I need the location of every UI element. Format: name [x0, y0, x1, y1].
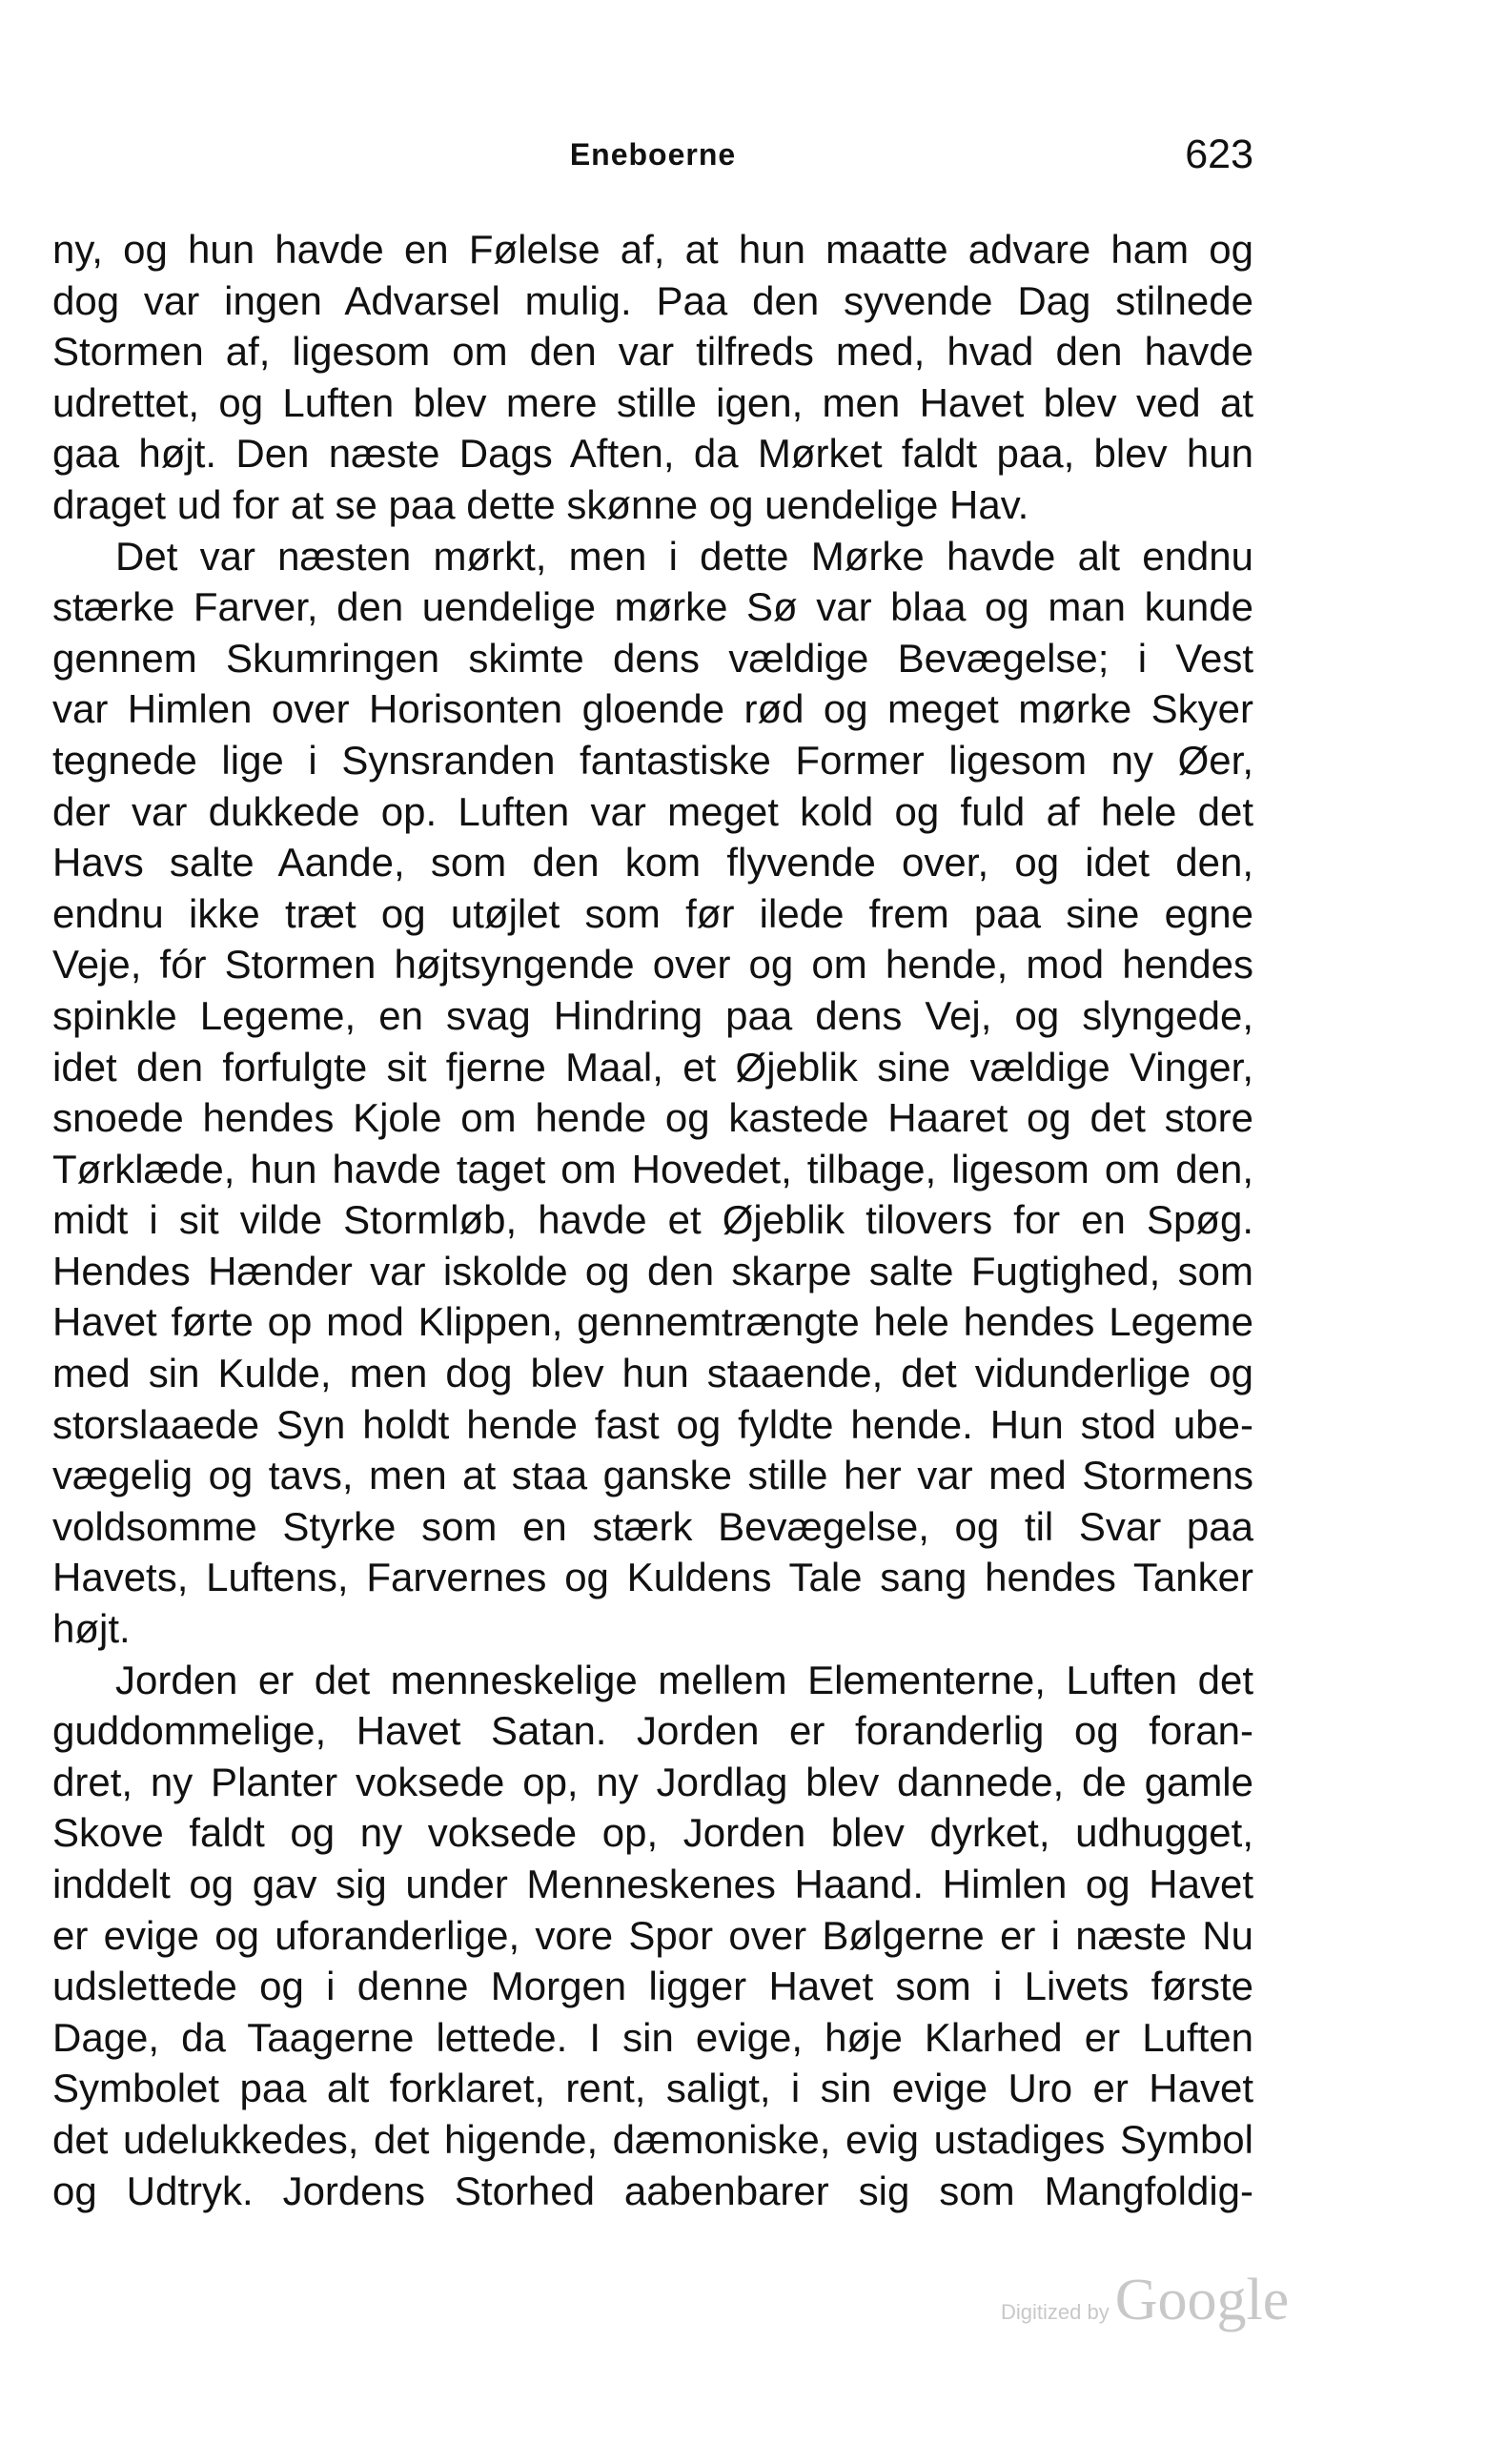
text-line: udslettede og i denne Morgen ligger Havet som i Livets første — [52, 1964, 1253, 2009]
running-title: Eneboerne — [569, 137, 737, 172]
text-line: Skove faldt og ny voksede op, Jorden blev dyrket, udhugget, — [52, 1810, 1253, 1856]
text-line: Symbolet paa alt forklaret, rent, saligt, i sin evige Uro er Havet — [52, 2066, 1253, 2111]
text-line: guddommelige, Havet Satan. Jorden er foranderlig og foran- — [52, 1708, 1253, 1754]
text-line: snoede hendes Kjole om hende og kastede Haaret og det store — [52, 1095, 1253, 1141]
text-line: og Udtryk. Jordens Storhed aabenbarer sig som Mangfoldig- — [52, 2168, 1253, 2213]
body-text — [52, 224, 1253, 2216]
text-line: storslaaede Syn holdt hende fast og fyldte hende. Hun stod ube- — [52, 1401, 1253, 1447]
text-line: ny, og hun havde en Følelse af, at hun maatte advare ham og — [52, 227, 1253, 272]
text-line: inddelt og gav sig under Menneskenes Haand. Himlen og Havet — [52, 1862, 1253, 1906]
text-line: Jorden er det menneskelige mellem Elementerne, Luften det — [115, 1657, 1253, 1702]
google-logo: Google — [1114, 2268, 1290, 2332]
text-line: Stormen af, ligesom om den var tilfreds med, hvad den havde — [52, 329, 1253, 375]
text-line: stærke Farver, den uendelige mørke Sø var blaa og man kunde — [52, 584, 1253, 630]
text-line: Tørklæde, hun havde taget om Hovedet, tilbage, ligesom om den, — [52, 1146, 1253, 1191]
text-line: endnu ikke træt og utøjlet som før ilede frem paa sine egne — [52, 890, 1253, 936]
text-line: gaa højt. Den næste Dags Aften, da Mørket faldt paa, blev hun — [52, 431, 1253, 477]
text-line: Veje, fór Stormen højtsyngende over og om hende, mod hendes — [52, 942, 1253, 988]
text-line: draget ud for at se paa dette skønne og uendelige Hav. — [52, 481, 1029, 527]
text-line: var Himlen over Horisonten gloende rød og meget mørke Skyer — [52, 686, 1253, 732]
text-line: er evige og uforanderlige, vore Spor over Bølgerne er i næste Nu — [52, 1912, 1253, 1958]
text-line: vægelig og tavs, men at staa ganske stille her var med Stormens — [52, 1453, 1253, 1498]
text-line: det udelukkedes, det higende, dæmoniske, evig ustadiges Symbol — [52, 2116, 1253, 2162]
text-line: Havets, Luftens, Farvernes og Kuldens Tale sang hendes Tanker — [52, 1555, 1253, 1600]
digitized-watermark — [1001, 2267, 1289, 2334]
text-line: udrettet, og Luften blev mere stille igen, men Havet blev ved at — [52, 379, 1253, 425]
text-line: Hendes Hænder var iskolde og den skarpe salte Fugtighed, som — [52, 1248, 1253, 1293]
text-line: Havs salte Aande, som den kom flyvende over, og idet den, — [52, 840, 1253, 886]
watermark-prefix: Digitized by — [1001, 2300, 1110, 2324]
text-line: Dage, da Taagerne lettede. I sin evige, høje Klarhed er Luften — [52, 2014, 1253, 2060]
text-line: tegnede lige i Synsranden fantastiske Former ligesom ny Øer, — [52, 737, 1253, 783]
text-line: voldsomme Styrke som en stærk Bevægelse, og til Svar paa — [52, 1503, 1253, 1549]
text-line: gennem Skumringen skimte dens vældige Bevægelse; i Vest — [52, 635, 1253, 681]
text-line: højt. — [52, 1606, 131, 1652]
text-line: Havet førte op mod Klippen, gennemtrængte hele hendes Legeme — [52, 1299, 1253, 1345]
page-header — [52, 132, 1253, 189]
text-line: der var dukkede op. Luften var meget kold og fuld af hele det — [52, 788, 1253, 834]
text-line: dog var ingen Advarsel mulig. Paa den syvende Dag stilnede — [52, 277, 1253, 323]
text-line: midt i sit vilde Stormløb, havde et Øjeblik tilovers for en Spøg. — [52, 1197, 1253, 1243]
page-number: 623 — [1185, 132, 1253, 177]
text-line: dret, ny Planter voksede op, ny Jordlag blev dannede, de gamle — [52, 1759, 1253, 1804]
text-line: spinkle Legeme, en svag Hindring paa dens Vej, og slyngede, — [52, 992, 1253, 1038]
text-line: med sin Kulde, men dog blev hun staaende, det vidunderlige og — [52, 1351, 1253, 1396]
text-line: idet den forfulgte sit fjerne Maal, et Øjeblik sine vældige Vinger, — [52, 1044, 1253, 1089]
text-line: Det var næsten mørkt, men i dette Mørke havde alt endnu — [115, 533, 1253, 579]
